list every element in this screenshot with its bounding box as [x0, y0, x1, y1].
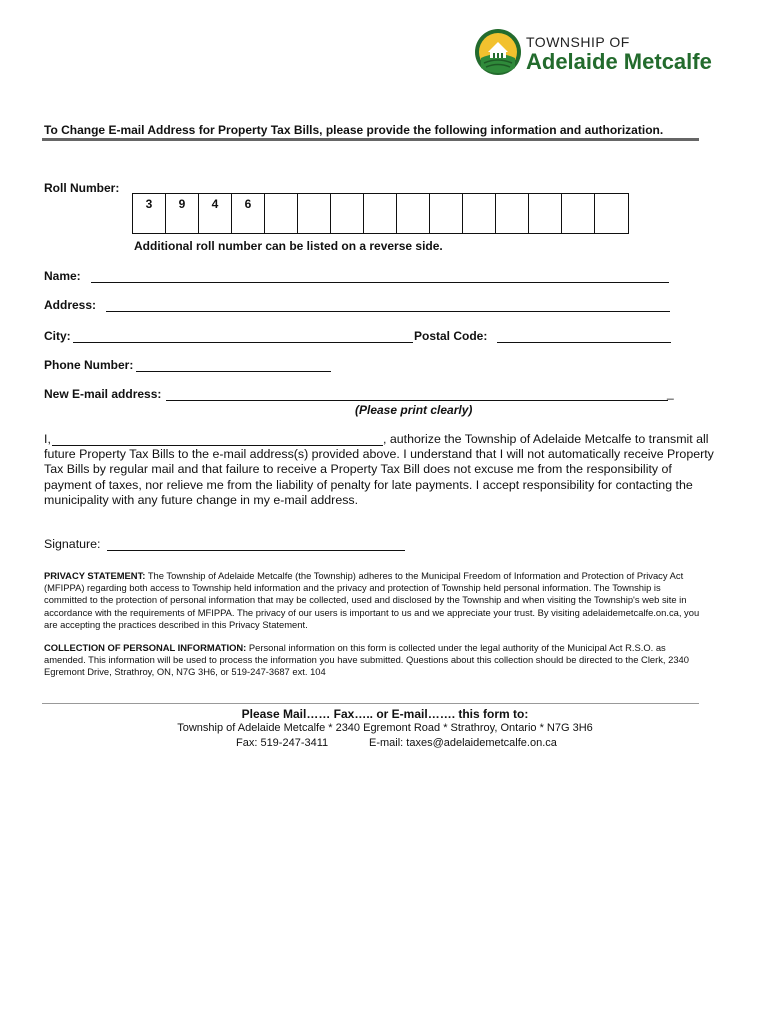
- footer-divider: [42, 703, 699, 704]
- roll-digit[interactable]: [496, 194, 529, 233]
- footer-address: Township of Adelaide Metcalfe * 2340 Egremont Road * Strathroy, Ontario * N7G 3H6: [177, 722, 593, 734]
- privacy-statement: [44, 570, 706, 631]
- roll-digit[interactable]: 4: [199, 194, 232, 233]
- logo-line1: TOWNSHIP OF: [526, 34, 630, 50]
- roll-digit[interactable]: [397, 194, 430, 233]
- roll-digit[interactable]: [562, 194, 595, 233]
- roll-digit[interactable]: [595, 194, 628, 233]
- roll-digit[interactable]: [430, 194, 463, 233]
- roll-number-note: Additional roll number can be listed on a reverse side.: [134, 239, 443, 253]
- phone-number-label: Phone Number:: [44, 358, 134, 372]
- township-emblem-icon: [474, 28, 522, 76]
- name-label: Name:: [44, 269, 81, 283]
- roll-digit[interactable]: [298, 194, 331, 233]
- roll-digit[interactable]: [265, 194, 298, 233]
- postal-code-field[interactable]: [497, 342, 671, 343]
- roll-number-grid: [132, 193, 629, 234]
- form-heading: To Change E-mail Address for Property Tax Bills, please provide the following information and authorization.: [44, 123, 664, 137]
- collection-title: COLLECTION OF PERSONAL INFORMATION:: [44, 642, 247, 653]
- new-email-label: New E-mail address:: [44, 387, 162, 401]
- address-label: Address:: [44, 298, 97, 312]
- signature-label: Signature:: [44, 537, 101, 551]
- collection-statement: [44, 642, 706, 679]
- roll-digit[interactable]: [463, 194, 496, 233]
- postal-code-label: Postal Code:: [414, 329, 488, 343]
- footer-fax: Fax: 519-247-3411: [236, 737, 329, 749]
- roll-digit[interactable]: 6: [232, 194, 265, 233]
- roll-digit[interactable]: [529, 194, 562, 233]
- auth-body: future Property Tax Bills to the e-mail address(s) provided above. I understand that I will not automatically receive Property Tax Bills by regular mail and that failure to receive a Property Tax Bill does not excuse me from the responsibility of payment of taxes, nor relieve me from the liability of penalty for late payments. I accept responsibility for contacting the municipality with any future change in my e-mail address.: [44, 447, 714, 508]
- township-logo: [474, 28, 724, 78]
- footer-send-instructions: Please Mail…… Fax….. or E-mail……. this form to:: [241, 707, 529, 721]
- privacy-text: The Township of Adelaide Metcalfe (the Township) adheres to the Municipal Freedom of Information and Protection of Privacy Act (MFIPPA) regarding both access to Township held information and the privacy and protection of Township held personal information. The Township is committed to the protection of personal information that may be collected, used and disclosed by the Township and when visiting the Township's web site in accordance with the requirements of MFIPPA. The privacy of our users is important to us and we appreciate your trust. By visiting adelaidemetcalfe.on.ca, you are accepting the practices described in this Privacy Statement.: [44, 570, 700, 630]
- authorizer-name-field[interactable]: [52, 445, 383, 446]
- heading-divider: [42, 138, 699, 141]
- name-field[interactable]: [91, 282, 669, 283]
- address-field[interactable]: [106, 311, 670, 312]
- auth-prefix: I,: [44, 432, 51, 446]
- signature-field[interactable]: [107, 550, 405, 551]
- roll-digit[interactable]: 3: [133, 194, 166, 233]
- collection-text: Personal information on this form is collected under the legal authority of the Municipal Act R.S.O. as amended. This information will be used to process the information you have submitted. Questions about this collection should be directed to the Clerk, 2340 Egremont Drive, Strathroy, ON, N7G 3H6, or 519-247-3687 ext. 104: [44, 642, 689, 678]
- auth-line1-end: , authorize the Township of Adelaide Metcalfe to transmit all: [383, 432, 709, 446]
- logo-line2: Adelaide Metcalfe: [526, 49, 712, 74]
- email-tail-mark: _: [667, 386, 674, 400]
- city-field[interactable]: [73, 342, 413, 343]
- new-email-field[interactable]: [166, 400, 668, 401]
- footer-email[interactable]: E-mail: taxes@adelaidemetcalfe.on.ca: [369, 737, 557, 749]
- roll-digit[interactable]: [364, 194, 397, 233]
- city-label: City:: [44, 329, 71, 343]
- privacy-title: PRIVACY STATEMENT:: [44, 570, 146, 581]
- roll-digit[interactable]: [331, 194, 364, 233]
- phone-number-field[interactable]: [136, 371, 331, 372]
- roll-number-label: Roll Number:: [44, 181, 120, 195]
- roll-digit[interactable]: 9: [166, 194, 199, 233]
- print-clearly-note: (Please print clearly): [355, 403, 473, 417]
